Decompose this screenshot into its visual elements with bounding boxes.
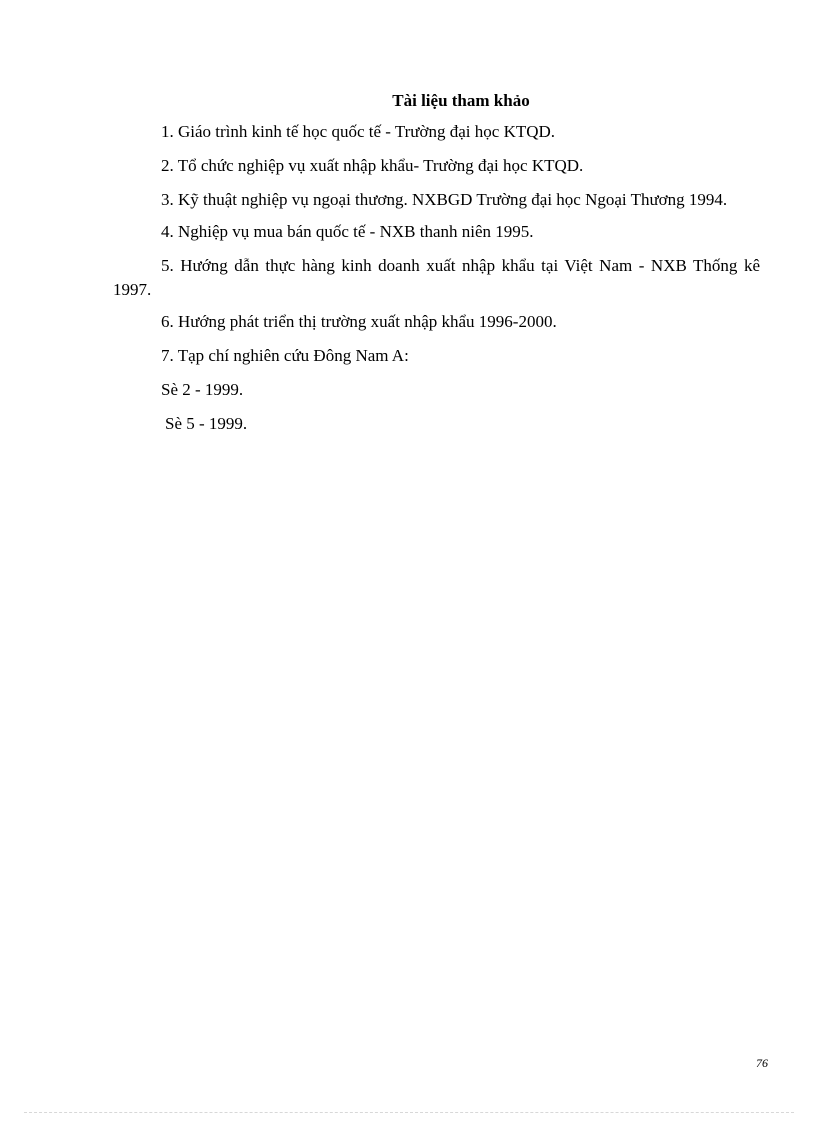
- reference-item-7: 7. Tạp chí nghiên cứu Đông Nam A:: [161, 346, 409, 365]
- reference-item-1: 1. Giáo trình kinh tế học quốc tế - Trường đại học KTQD.: [161, 122, 556, 141]
- reference-item-2: 2. Tổ chức nghiệp vụ xuất nhập khẩu- Trường đại học KTQD.: [161, 156, 584, 175]
- page-bottom-divider: [24, 1112, 794, 1113]
- reference-item-6: 6. Hướng phát triển thị trường xuất nhập khẩu 1996-2000.: [161, 312, 557, 331]
- journal-issue-1: Sè 2 - 1999.: [161, 380, 244, 399]
- page-title: Tài liệu tham khảo: [392, 91, 530, 110]
- reference-item-3: 3. Kỹ thuật nghiệp vụ ngoại thương. NXBGD Trường đại học Ngoại Thương 1994.: [161, 190, 728, 209]
- reference-list: [113, 120, 760, 446]
- reference-item-5: 5. Hướng dẫn thực hàng kinh doanh xuất nhập khẩu tại Việt Nam - NXB Thống kê 1997.: [113, 256, 760, 299]
- journal-issue-2: Sè 5 - 1999.: [165, 414, 248, 433]
- reference-item-4: 4. Nghiệp vụ mua bán quốc tế - NXB thanh niên 1995.: [161, 222, 534, 241]
- page-number: 76: [756, 1056, 768, 1070]
